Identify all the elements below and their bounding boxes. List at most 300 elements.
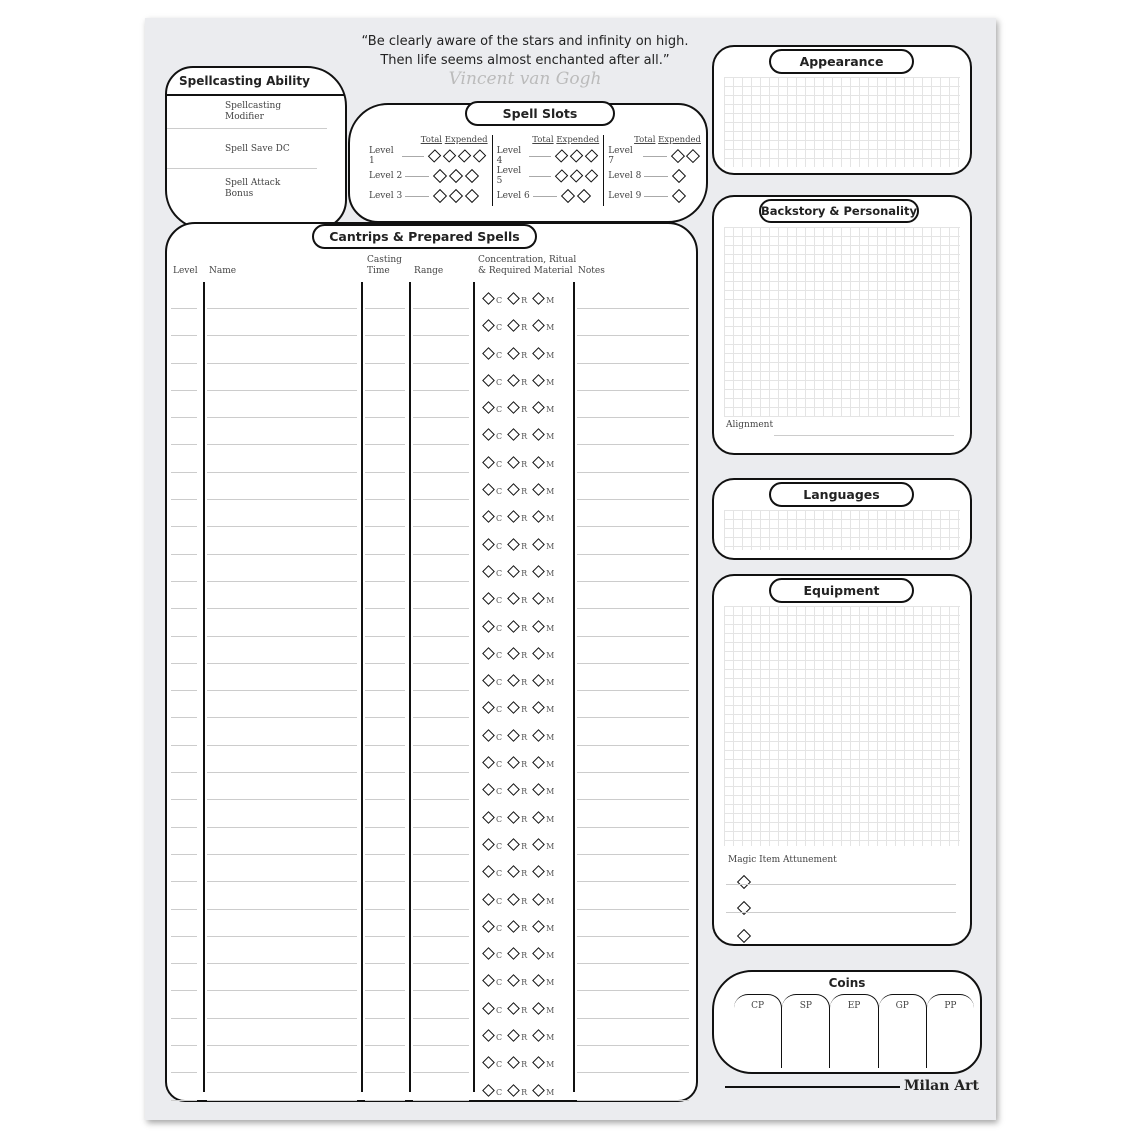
col-notes: Notes bbox=[578, 266, 605, 276]
material-checkbox[interactable] bbox=[532, 756, 545, 769]
material-checkbox[interactable] bbox=[532, 456, 545, 469]
slot-expended-checkbox[interactable] bbox=[577, 189, 591, 203]
slot-expended-checkbox[interactable] bbox=[465, 189, 479, 203]
languages-box bbox=[712, 478, 972, 560]
marker-label: M bbox=[546, 896, 555, 906]
spell-level-label: Level 1 bbox=[369, 146, 394, 166]
ritual-checkbox[interactable] bbox=[507, 374, 520, 387]
marker-label: R bbox=[521, 432, 528, 442]
marker-label: R bbox=[521, 760, 528, 770]
ritual-checkbox[interactable] bbox=[507, 292, 520, 305]
slot-expended-checkbox[interactable] bbox=[433, 189, 447, 203]
marker-label: C bbox=[496, 841, 503, 851]
marker-label: C bbox=[496, 541, 503, 551]
marker-label: R bbox=[521, 596, 528, 606]
concentration-checkbox[interactable] bbox=[482, 292, 495, 305]
marker-label: C bbox=[496, 760, 503, 770]
marker-label: C bbox=[496, 405, 503, 415]
slot-expended-checkbox[interactable] bbox=[443, 149, 457, 163]
material-checkbox[interactable] bbox=[532, 1056, 545, 1069]
marker-label: M bbox=[546, 1033, 555, 1043]
marker-label: R bbox=[521, 377, 528, 387]
marker-label: M bbox=[546, 405, 555, 415]
col-name: Name bbox=[209, 266, 237, 276]
coin-field-gp[interactable] bbox=[879, 994, 927, 1068]
marker-label: R bbox=[521, 678, 528, 688]
marker-label: R bbox=[521, 1033, 528, 1043]
marker-label: R bbox=[521, 350, 528, 360]
ritual-checkbox[interactable] bbox=[507, 1029, 520, 1042]
ritual-checkbox[interactable] bbox=[507, 347, 520, 360]
material-checkbox[interactable] bbox=[532, 292, 545, 305]
material-checkbox[interactable] bbox=[532, 592, 545, 605]
marker-label: R bbox=[521, 705, 528, 715]
material-checkbox[interactable] bbox=[532, 1029, 545, 1042]
spell-level-label: Level 6 bbox=[496, 191, 530, 201]
marker-label: R bbox=[521, 1005, 528, 1015]
character-sheet-page bbox=[145, 18, 996, 1120]
marker-label: M bbox=[546, 978, 555, 988]
expended-label: Expended bbox=[556, 135, 600, 145]
spell-row[interactable] bbox=[167, 964, 695, 991]
slot-total-field[interactable] bbox=[529, 156, 550, 157]
slot-expended-checkbox[interactable] bbox=[670, 149, 684, 163]
coin-field-sp[interactable] bbox=[782, 994, 830, 1068]
spell-level-label: Level 4 bbox=[496, 146, 522, 166]
spellcasting-modifier-label: Spellcasting Modifier bbox=[225, 101, 282, 122]
marker-label: R bbox=[521, 296, 528, 305]
coin-field-ep[interactable] bbox=[830, 994, 878, 1068]
concentration-checkbox[interactable] bbox=[482, 429, 495, 442]
slot-expended-checkbox[interactable] bbox=[585, 169, 599, 183]
ritual-checkbox[interactable] bbox=[507, 702, 520, 715]
marker-label: R bbox=[521, 978, 528, 988]
coin-label: EP bbox=[847, 1001, 861, 1011]
spell-level-label: Level 2 bbox=[369, 171, 403, 181]
marker-label: M bbox=[546, 732, 555, 742]
concentration-checkbox[interactable] bbox=[482, 1029, 495, 1042]
marker-label: M bbox=[546, 951, 555, 961]
ritual-checkbox[interactable] bbox=[507, 865, 520, 878]
spell-slot-row bbox=[497, 186, 600, 206]
slot-expended-checkbox[interactable] bbox=[585, 149, 599, 163]
ritual-checkbox[interactable] bbox=[507, 756, 520, 769]
slot-expended-checkbox[interactable] bbox=[473, 149, 487, 163]
spell-row[interactable] bbox=[167, 500, 695, 527]
quote-author: Vincent van Gogh bbox=[448, 69, 602, 89]
spell-row[interactable] bbox=[167, 555, 695, 582]
marker-label: M bbox=[546, 623, 555, 633]
marker-label: C bbox=[496, 705, 503, 715]
spell-slots-grid bbox=[365, 135, 705, 206]
marker-label: C bbox=[496, 896, 503, 906]
marker-label: R bbox=[521, 623, 528, 633]
marker-label: M bbox=[546, 432, 555, 442]
coin-label: GP bbox=[895, 1001, 909, 1011]
spell-slot-column bbox=[493, 135, 605, 206]
marker-label: M bbox=[546, 487, 555, 497]
slot-expended-checkbox[interactable] bbox=[555, 149, 569, 163]
spell-slot-row bbox=[608, 166, 701, 186]
marker-label: C bbox=[496, 978, 503, 988]
alignment-label: Alignment bbox=[726, 420, 774, 430]
marker-label: M bbox=[546, 296, 555, 305]
concentration-checkbox[interactable] bbox=[482, 374, 495, 387]
spell-row[interactable] bbox=[167, 855, 695, 882]
concentration-checkbox[interactable] bbox=[482, 729, 495, 742]
total-label: Total bbox=[532, 135, 554, 145]
attunement-slot-icon bbox=[736, 898, 752, 917]
marker-label: C bbox=[496, 377, 503, 387]
spell-row[interactable] bbox=[167, 664, 695, 691]
spell-row[interactable] bbox=[167, 773, 695, 800]
ritual-checkbox[interactable] bbox=[507, 811, 520, 824]
coins-box bbox=[712, 970, 982, 1074]
marker-label: M bbox=[546, 787, 555, 797]
spell-row[interactable] bbox=[167, 1074, 695, 1101]
slot-expended-checkbox[interactable] bbox=[449, 189, 463, 203]
slot-expended-checkbox[interactable] bbox=[570, 149, 584, 163]
ritual-checkbox[interactable] bbox=[507, 975, 520, 988]
concentration-checkbox[interactable] bbox=[482, 811, 495, 824]
slot-expended-checkbox[interactable] bbox=[570, 169, 584, 183]
marker-label: C bbox=[496, 487, 503, 497]
backstory-title: Backstory & Personality bbox=[759, 199, 919, 223]
marker-label: M bbox=[546, 596, 555, 606]
spell-slot-row bbox=[369, 186, 488, 206]
signature-logo: Milan Art bbox=[900, 1078, 979, 1094]
marker-label: M bbox=[546, 350, 555, 360]
spell-row[interactable] bbox=[167, 691, 695, 718]
slot-expended-checkbox[interactable] bbox=[561, 189, 575, 203]
spell-row[interactable] bbox=[167, 801, 695, 828]
marker-label: R bbox=[521, 323, 528, 333]
marker-label: C bbox=[496, 568, 503, 578]
marker-label: M bbox=[546, 514, 555, 524]
ritual-checkbox[interactable] bbox=[507, 592, 520, 605]
spellcasting-ability-box bbox=[165, 66, 347, 230]
ritual-checkbox[interactable] bbox=[507, 620, 520, 633]
marker-label: C bbox=[496, 459, 503, 469]
material-checkbox[interactable] bbox=[532, 920, 545, 933]
marker-label: R bbox=[521, 1060, 528, 1070]
material-checkbox[interactable] bbox=[532, 783, 545, 796]
material-checkbox[interactable] bbox=[532, 702, 545, 715]
ritual-checkbox[interactable] bbox=[507, 647, 520, 660]
expended-label: Expended bbox=[444, 135, 488, 145]
coin-field-cp[interactable] bbox=[734, 994, 782, 1068]
material-checkbox[interactable] bbox=[532, 838, 545, 851]
spell-level-label: Level 9 bbox=[608, 191, 642, 201]
material-checkbox[interactable] bbox=[532, 511, 545, 524]
concentration-checkbox[interactable] bbox=[482, 1084, 495, 1097]
material-checkbox[interactable] bbox=[532, 865, 545, 878]
spell-row[interactable] bbox=[167, 337, 695, 364]
slot-expended-checkbox[interactable] bbox=[672, 169, 686, 183]
slot-total-field[interactable] bbox=[402, 156, 424, 157]
spell-row[interactable] bbox=[167, 1046, 695, 1073]
coin-label: SP bbox=[799, 1001, 812, 1011]
spells-box bbox=[165, 222, 698, 1102]
spell-row[interactable] bbox=[167, 473, 695, 500]
material-checkbox[interactable] bbox=[532, 1084, 545, 1097]
slot-total-field[interactable] bbox=[644, 176, 668, 177]
spell-row[interactable] bbox=[167, 610, 695, 637]
ritual-checkbox[interactable] bbox=[507, 674, 520, 687]
marker-label: M bbox=[546, 1005, 555, 1015]
coin-field-pp[interactable] bbox=[927, 994, 974, 1068]
spell-slot-column bbox=[604, 135, 705, 206]
spell-save-dc-label: Spell Save DC bbox=[225, 144, 290, 154]
marker-label: C bbox=[496, 296, 503, 305]
col-casting-time: Casting Time bbox=[367, 255, 402, 276]
concentration-checkbox[interactable] bbox=[482, 538, 495, 551]
slot-total-field[interactable] bbox=[644, 196, 668, 197]
ritual-checkbox[interactable] bbox=[507, 538, 520, 551]
spell-row[interactable] bbox=[167, 282, 695, 309]
col-concentration: Concentration, Ritual & Required Material bbox=[478, 255, 577, 276]
slot-expended-checkbox[interactable] bbox=[449, 169, 463, 183]
marker-label: M bbox=[546, 678, 555, 688]
spell-attack-bonus-label: Spell Attack Bonus bbox=[225, 178, 281, 199]
marker-label: R bbox=[521, 896, 528, 906]
marker-label: M bbox=[546, 869, 555, 879]
ritual-checkbox[interactable] bbox=[507, 319, 520, 332]
concentration-checkbox[interactable] bbox=[482, 893, 495, 906]
concentration-checkbox[interactable] bbox=[482, 783, 495, 796]
spell-slot-row bbox=[369, 146, 488, 166]
marker-label: R bbox=[521, 923, 528, 933]
material-checkbox[interactable] bbox=[532, 975, 545, 988]
concentration-checkbox[interactable] bbox=[482, 838, 495, 851]
concentration-checkbox[interactable] bbox=[482, 456, 495, 469]
ritual-checkbox[interactable] bbox=[507, 783, 520, 796]
spell-slots-title: Spell Slots bbox=[465, 101, 615, 126]
marker-label: M bbox=[546, 1087, 555, 1097]
material-checkbox[interactable] bbox=[532, 811, 545, 824]
marker-label: C bbox=[496, 650, 503, 660]
magic-item-attunement-label: Magic Item Attunement bbox=[728, 855, 837, 865]
ritual-checkbox[interactable] bbox=[507, 565, 520, 578]
marker-label: C bbox=[496, 432, 503, 442]
expended-label: Expended bbox=[658, 135, 701, 145]
material-checkbox[interactable] bbox=[532, 401, 545, 414]
slot-expended-checkbox[interactable] bbox=[433, 169, 447, 183]
ritual-checkbox[interactable] bbox=[507, 1084, 520, 1097]
marker-label: M bbox=[546, 705, 555, 715]
slot-expended-checkbox[interactable] bbox=[686, 149, 700, 163]
concentration-checkbox[interactable] bbox=[482, 565, 495, 578]
spell-slot-row bbox=[497, 166, 600, 186]
marker-label: C bbox=[496, 1060, 503, 1070]
spellcasting-ability-title: Spellcasting Ability bbox=[167, 68, 345, 96]
equipment-title: Equipment bbox=[769, 578, 914, 603]
material-checkbox[interactable] bbox=[532, 674, 545, 687]
slot-expended-checkbox[interactable] bbox=[672, 189, 686, 203]
ritual-checkbox[interactable] bbox=[507, 893, 520, 906]
spell-row[interactable] bbox=[167, 883, 695, 910]
spells-title: Cantrips & Prepared Spells bbox=[312, 224, 537, 249]
ritual-checkbox[interactable] bbox=[507, 429, 520, 442]
ritual-checkbox[interactable] bbox=[507, 511, 520, 524]
concentration-checkbox[interactable] bbox=[482, 319, 495, 332]
material-checkbox[interactable] bbox=[532, 538, 545, 551]
marker-label: M bbox=[546, 1060, 555, 1070]
ritual-checkbox[interactable] bbox=[507, 1002, 520, 1015]
marker-label: C bbox=[496, 787, 503, 797]
appearance-title: Appearance bbox=[769, 49, 914, 74]
slot-total-field[interactable] bbox=[405, 196, 429, 197]
slot-total-field[interactable] bbox=[533, 196, 557, 197]
spell-slots-box bbox=[348, 103, 708, 223]
spell-row[interactable] bbox=[167, 992, 695, 1019]
marker-label: C bbox=[496, 1087, 503, 1097]
marker-label: C bbox=[496, 678, 503, 688]
spell-level-label: Level 5 bbox=[496, 166, 522, 186]
marker-label: C bbox=[496, 951, 503, 961]
quote-line-2: Then life seems almost enchanted after all.” bbox=[380, 53, 670, 68]
marker-label: R bbox=[521, 541, 528, 551]
marker-label: M bbox=[546, 814, 555, 824]
material-checkbox[interactable] bbox=[532, 347, 545, 360]
material-checkbox[interactable] bbox=[532, 729, 545, 742]
material-checkbox[interactable] bbox=[532, 374, 545, 387]
spell-level-label: Level 3 bbox=[369, 191, 403, 201]
slot-expended-checkbox[interactable] bbox=[555, 169, 569, 183]
coins-title: Coins bbox=[828, 976, 866, 990]
spell-row[interactable] bbox=[167, 719, 695, 746]
concentration-checkbox[interactable] bbox=[482, 947, 495, 960]
spell-row[interactable] bbox=[167, 1019, 695, 1046]
ritual-checkbox[interactable] bbox=[507, 456, 520, 469]
spell-row[interactable] bbox=[167, 309, 695, 336]
coin-label: PP bbox=[944, 1001, 957, 1011]
spell-row[interactable] bbox=[167, 746, 695, 773]
marker-label: R bbox=[521, 787, 528, 797]
marker-label: C bbox=[496, 623, 503, 633]
marker-label: C bbox=[496, 923, 503, 933]
marker-label: M bbox=[546, 650, 555, 660]
marker-label: C bbox=[496, 732, 503, 742]
concentration-checkbox[interactable] bbox=[482, 1056, 495, 1069]
marker-label: M bbox=[546, 841, 555, 851]
material-checkbox[interactable] bbox=[532, 429, 545, 442]
concentration-checkbox[interactable] bbox=[482, 865, 495, 878]
concentration-checkbox[interactable] bbox=[482, 674, 495, 687]
spell-row[interactable] bbox=[167, 418, 695, 445]
material-checkbox[interactable] bbox=[532, 620, 545, 633]
ritual-checkbox[interactable] bbox=[507, 838, 520, 851]
languages-title: Languages bbox=[769, 482, 914, 507]
concentration-checkbox[interactable] bbox=[482, 620, 495, 633]
ritual-checkbox[interactable] bbox=[507, 1056, 520, 1069]
material-checkbox[interactable] bbox=[532, 483, 545, 496]
total-label: Total bbox=[420, 135, 443, 145]
material-checkbox[interactable] bbox=[532, 319, 545, 332]
material-checkbox[interactable] bbox=[532, 893, 545, 906]
concentration-checkbox[interactable] bbox=[482, 1002, 495, 1015]
concentration-checkbox[interactable] bbox=[482, 975, 495, 988]
marker-label: R bbox=[521, 732, 528, 742]
ritual-checkbox[interactable] bbox=[507, 947, 520, 960]
marker-label: R bbox=[521, 514, 528, 524]
marker-label: M bbox=[546, 541, 555, 551]
marker-label: C bbox=[496, 814, 503, 824]
concentration-checkbox[interactable] bbox=[482, 347, 495, 360]
material-checkbox[interactable] bbox=[532, 1002, 545, 1015]
spell-level-label: Level 7 bbox=[608, 146, 633, 166]
attunement-slot-icon bbox=[736, 926, 752, 945]
concentration-checkbox[interactable] bbox=[482, 401, 495, 414]
slot-total-field[interactable] bbox=[529, 176, 550, 177]
spell-slot-row bbox=[608, 186, 701, 206]
marker-label: C bbox=[496, 1005, 503, 1015]
marker-label: R bbox=[521, 405, 528, 415]
slot-total-field[interactable] bbox=[405, 176, 429, 177]
marker-label: R bbox=[521, 814, 528, 824]
concentration-checkbox[interactable] bbox=[482, 647, 495, 660]
marker-label: M bbox=[546, 377, 555, 387]
concentration-checkbox[interactable] bbox=[482, 702, 495, 715]
material-checkbox[interactable] bbox=[532, 565, 545, 578]
material-checkbox[interactable] bbox=[532, 947, 545, 960]
spell-slot-row bbox=[369, 166, 488, 186]
marker-label: M bbox=[546, 923, 555, 933]
spell-row[interactable] bbox=[167, 582, 695, 609]
material-checkbox[interactable] bbox=[532, 647, 545, 660]
spell-row[interactable] bbox=[167, 828, 695, 855]
col-range: Range bbox=[414, 266, 444, 276]
total-label: Total bbox=[634, 135, 656, 145]
spell-row[interactable] bbox=[167, 391, 695, 418]
marker-label: R bbox=[521, 841, 528, 851]
slot-total-field[interactable] bbox=[643, 156, 666, 157]
spell-row[interactable] bbox=[167, 637, 695, 664]
concentration-checkbox[interactable] bbox=[482, 920, 495, 933]
spell-row[interactable] bbox=[167, 937, 695, 964]
concentration-checkbox[interactable] bbox=[482, 511, 495, 524]
marker-label: C bbox=[496, 869, 503, 879]
slot-expended-checkbox[interactable] bbox=[458, 149, 472, 163]
concentration-checkbox[interactable] bbox=[482, 592, 495, 605]
equipment-box bbox=[712, 574, 972, 946]
marker-label: M bbox=[546, 568, 555, 578]
slot-expended-checkbox[interactable] bbox=[465, 169, 479, 183]
spell-slot-column bbox=[365, 135, 493, 206]
concentration-checkbox[interactable] bbox=[482, 483, 495, 496]
ritual-checkbox[interactable] bbox=[507, 401, 520, 414]
col-level: Level bbox=[173, 266, 198, 276]
marker-label: C bbox=[496, 596, 503, 606]
spell-row[interactable] bbox=[167, 528, 695, 555]
marker-label: R bbox=[521, 650, 528, 660]
spell-slot-row bbox=[497, 146, 600, 166]
concentration-checkbox[interactable] bbox=[482, 756, 495, 769]
spell-row[interactable] bbox=[167, 446, 695, 473]
marker-label: C bbox=[496, 1033, 503, 1043]
attunement-slot-icon bbox=[736, 872, 752, 891]
coin-label: CP bbox=[751, 1001, 765, 1011]
marker-label: M bbox=[546, 459, 555, 469]
ritual-checkbox[interactable] bbox=[507, 483, 520, 496]
ritual-checkbox[interactable] bbox=[507, 729, 520, 742]
marker-label: R bbox=[521, 1087, 528, 1097]
slot-expended-checkbox[interactable] bbox=[427, 149, 441, 163]
spell-row[interactable] bbox=[167, 364, 695, 391]
ritual-checkbox[interactable] bbox=[507, 920, 520, 933]
marker-label: M bbox=[546, 760, 555, 770]
spell-row[interactable] bbox=[167, 910, 695, 937]
